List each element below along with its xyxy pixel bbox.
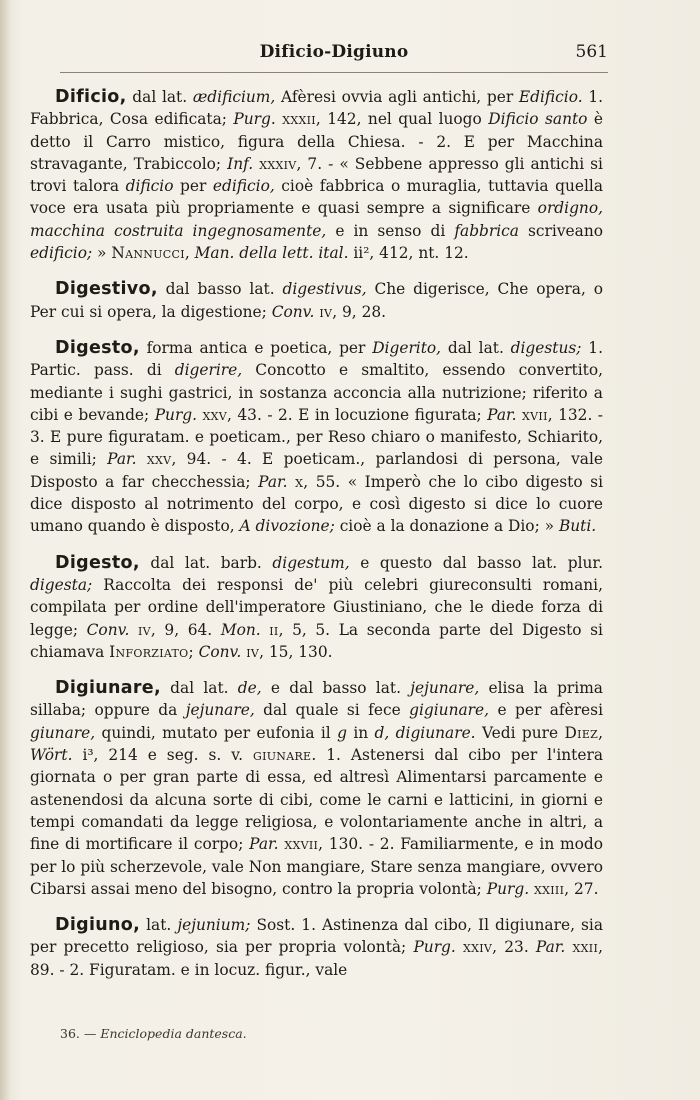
italic-run: jejunare, bbox=[410, 679, 480, 698]
entry-body: dal basso lat. digestivus, Che digerisce, Che opera, o Per cui si opera, la digestione; Conv. iv, 9, 28. bbox=[30, 280, 603, 321]
italic-run: Digerito, bbox=[372, 338, 442, 357]
italic-run: Par. bbox=[258, 472, 288, 491]
italic-run: digestum, bbox=[272, 553, 350, 572]
italic-run: digesta; bbox=[30, 575, 93, 594]
entry-digesto-2 bbox=[30, 552, 603, 663]
italic-run: gigiunare, bbox=[409, 701, 490, 720]
small-caps-run: Nannucci bbox=[111, 244, 185, 263]
small-caps-run: Inforziato bbox=[109, 642, 189, 661]
page-number: 561 bbox=[575, 42, 608, 62]
italic-run: Purg. bbox=[413, 938, 456, 957]
running-head: Dificio-Digiuno bbox=[259, 42, 409, 62]
page-header bbox=[60, 38, 608, 73]
small-caps-run: giunare bbox=[253, 746, 312, 765]
italic-run: Conv. bbox=[198, 642, 242, 661]
small-caps-run: xxxiv bbox=[259, 154, 297, 173]
page-footer bbox=[60, 1026, 247, 1041]
headword: Digestivo, bbox=[55, 279, 158, 300]
entry-body: forma antica e poetica, per Digerito, dal lat. digestus; 1. Partic. pass. di digerire, Concotto e smaltito, essendo convertito, mediante i sughi gastrici, in sostanza acconcia alla nutrizione; riferito a cibi e bevande; Purg. xxv, 43. - 2. E in locuzione figurata; Par. xvii, 132. - 3. E pure figuratam. e poeticam., per Reso chiaro o manifesto, Schiarito, e simili; Par. xxv, 94. - 4. E poeticam., parlandosi di persona, vale Disposto a far checchessia; Par. x, 55. « Imperò che lo cibo digesto si dice disposto al notrimento del corpo, e così digesto si dice lo cuore umano quando è disposto, A divozione; cioè a la donazione a Dio; » Buti. bbox=[30, 338, 604, 536]
dictionary-content bbox=[30, 86, 603, 995]
small-caps-run: iv bbox=[319, 302, 333, 321]
italic-run: Conv. bbox=[86, 620, 130, 639]
entry-body: dal lat. ædificium, Afèresi ovvia agli antichi, per Edificio. 1. Fabbrica, Cosa edificata; Purg. xxxii, 142, nel qual luogo Dificio santo è detto il Carro mistico, figura della Chiesa. - 2. E per Macchina stravagante, Trabiccolo; Inf. xxxiv, 7. - « Sebbene appresso gli antichi si trovi talora dificio per edificio, cioè fabbrica o muraglia, tuttavia quella voce era usata più propriamente e quasi sempre a significare ordigno, macchina costruita ingegnosamente, e in senso di fabbrica scriveano edificio; » Nannucci, Man. della lett. ital. ii², 412, nt. 12. bbox=[30, 88, 604, 263]
italic-run: Man. della lett. ital. bbox=[194, 244, 349, 263]
headword: Digesto, bbox=[55, 552, 140, 573]
italic-run: Mon. bbox=[220, 620, 261, 639]
italic-run: Dificio santo bbox=[488, 110, 588, 129]
page-binding-edge bbox=[0, 0, 10, 1100]
small-caps-run: xxxii bbox=[282, 110, 316, 129]
headword: Digesto, bbox=[55, 337, 140, 358]
footer-title: Enciclopedia dantesca. bbox=[100, 1026, 247, 1041]
italic-run: Purg. bbox=[486, 879, 530, 898]
italic-run: A divozione; bbox=[239, 517, 335, 536]
small-caps-run: xxiii bbox=[534, 879, 565, 898]
italic-run: Wört. bbox=[30, 746, 73, 765]
small-caps-run: xxv bbox=[146, 450, 172, 469]
italic-run: de, bbox=[237, 679, 262, 698]
small-caps-run: Diez bbox=[564, 723, 599, 742]
headword: Digiunare, bbox=[55, 678, 161, 699]
entry-body: lat. jejunium; Sost. 1. Astinenza dal cibo, Il digiunare, sia per precetto religioso, sia per propria volontà; Purg. xxiv, 23. Par. xxii, 89. - 2. Figuratam. e in locuz. figur., vale bbox=[30, 916, 603, 979]
italic-run: Par. bbox=[487, 405, 517, 424]
italic-run: digerire, bbox=[174, 361, 243, 380]
italic-run: Conv. bbox=[271, 302, 315, 321]
entry-digesto-1 bbox=[30, 337, 603, 538]
italic-run: ordigno, macchina costruita ingegnosamente, bbox=[30, 199, 603, 240]
italic-run: giunare, bbox=[30, 723, 96, 742]
entry-body: dal lat. barb. digestum, e questo dal basso lat. plur. digesta; Raccolta dei responsi de' più celebri giureconsulti romani, compilata per ordine dell'imperatore Giustiniano, che le diede forza di legge; Conv. iv, 9, 64. Mon. ii, 5, 5. La seconda parte del Digesto si chiamava Inforziato; Conv. iv, 15, 130. bbox=[30, 553, 603, 661]
italic-run: fabbrica bbox=[454, 221, 519, 240]
italic-run: edificio, bbox=[212, 177, 275, 196]
small-caps-run: xvii bbox=[522, 405, 548, 424]
entry-digestivo bbox=[30, 278, 603, 323]
entry-body: dal lat. de, e dal basso lat. jejunare, elisa la prima sillaba; oppure da jejunare, dal quale si fece gigiunare, e per afèresi giunare, quindi, mutato per eufonia il g in d, digiunare. Vedi pure Diez, Wört. i³, 214 e seg. s. v. giunare. 1. Astenersi dal cibo per l'intera giornata o per gran parte di essa, ed altresì Alimentarsi parcamente e astenendosi da alcuna sorte di cibi, come le carni e latticini, in giorni e tempi comandati da legge religiosa, e volontariamente anche in altri, a fine di mortificare il corpo; Par. xxvii, 130. - 2. Familiarmente, e in modo per lo più scherzevole, vale Non mangiare, Stare senza mangiare, ovvero Cibarsi assai meno del bisogno, contro la propria volontà; Purg. xxiii, 27. bbox=[30, 679, 603, 898]
italic-run: Edificio. bbox=[518, 88, 583, 106]
italic-run: d, bbox=[374, 723, 390, 742]
headword: Digiuno, bbox=[55, 915, 141, 936]
italic-run: Purg. bbox=[233, 110, 276, 129]
italic-run: jejunare, bbox=[185, 701, 255, 720]
footer-separator: — bbox=[79, 1026, 101, 1041]
small-caps-run: iv bbox=[138, 620, 151, 639]
italic-run: digiunare. bbox=[395, 723, 476, 742]
italic-run: jejunium; bbox=[177, 916, 251, 935]
italic-run: dificio bbox=[125, 177, 174, 196]
small-caps-run: ii bbox=[269, 620, 279, 639]
italic-run: Buti. bbox=[558, 517, 597, 536]
signature-mark: 36. bbox=[60, 1026, 80, 1041]
italic-run: digestus; bbox=[510, 338, 582, 357]
italic-run: ædificium, bbox=[192, 88, 276, 106]
entry-digiunare bbox=[30, 677, 603, 900]
small-caps-run: xxvii bbox=[284, 835, 319, 854]
small-caps-run: xxiv bbox=[463, 938, 493, 957]
small-caps-run: x bbox=[295, 472, 304, 491]
entry-dificio bbox=[30, 86, 603, 264]
small-caps-run: xxv bbox=[202, 405, 228, 424]
small-caps-run: xxii bbox=[572, 938, 599, 957]
small-caps-run: iv bbox=[246, 642, 260, 661]
italic-run: g bbox=[337, 723, 347, 742]
italic-run: Purg. bbox=[154, 405, 198, 424]
italic-run: digestivus, bbox=[282, 280, 367, 299]
entry-digiuno bbox=[30, 914, 603, 981]
italic-run: Par. bbox=[107, 450, 137, 469]
italic-run: Inf. bbox=[227, 154, 254, 173]
italic-run: Par. bbox=[535, 938, 566, 957]
headword: Dificio, bbox=[55, 87, 127, 107]
italic-run: edificio; bbox=[30, 244, 93, 263]
italic-run: Par. bbox=[249, 835, 279, 854]
